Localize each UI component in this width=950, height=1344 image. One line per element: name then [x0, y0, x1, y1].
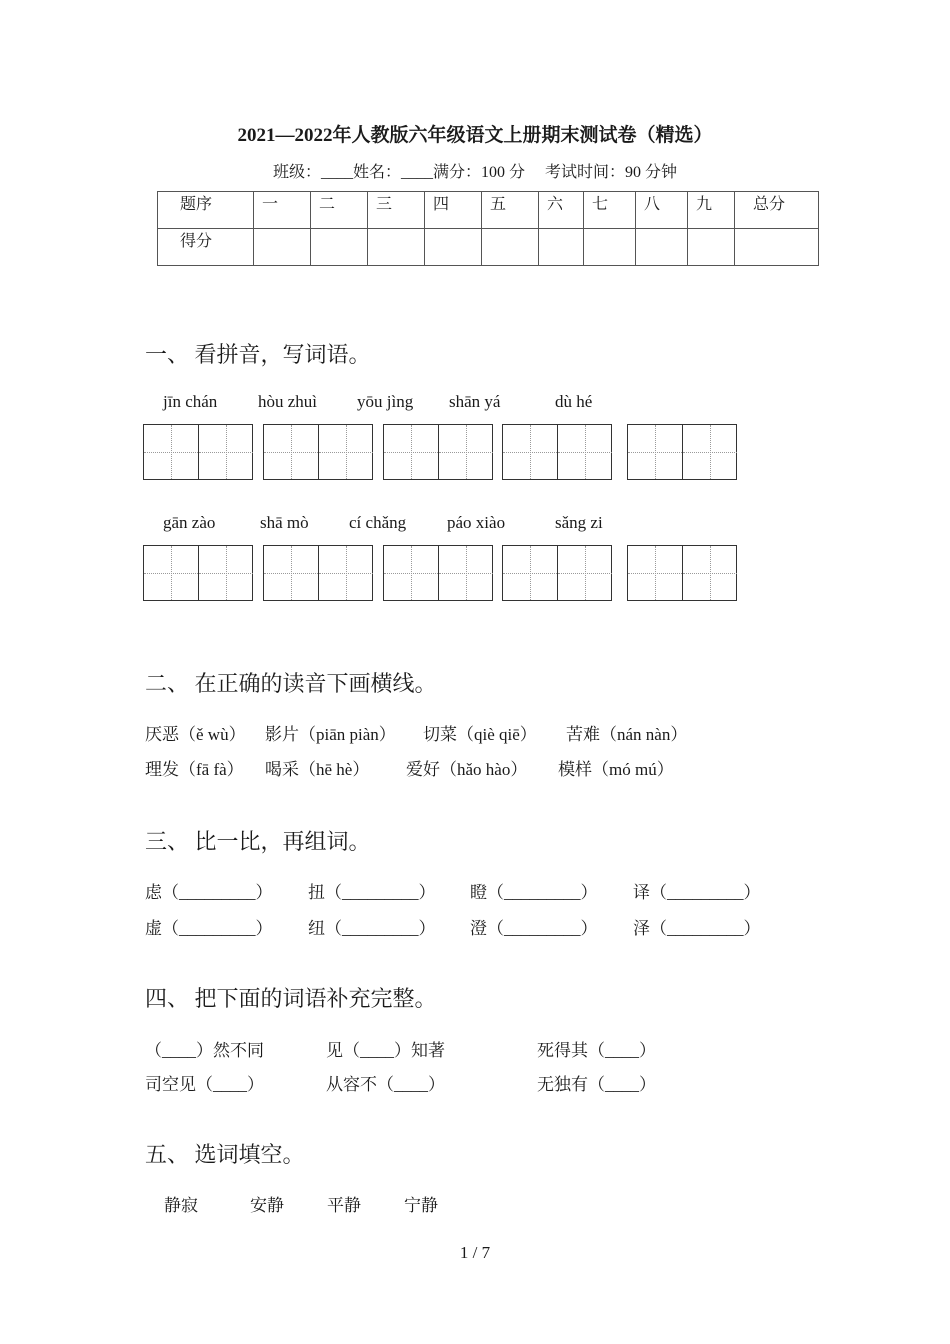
- writing-grid[interactable]: [627, 424, 737, 480]
- reading-option[interactable]: 喝采（hē hè）: [265, 760, 370, 779]
- pinyin-label: páo xiào: [447, 513, 506, 532]
- score-input-cell[interactable]: [368, 229, 425, 266]
- reading-option[interactable]: 模样（mó mú）: [558, 760, 674, 779]
- score-input-cell[interactable]: [311, 229, 368, 266]
- word-blank[interactable]: 澄（_________）: [470, 919, 598, 938]
- pinyin-label: gān zào: [163, 513, 216, 532]
- score-table-header-row: [158, 192, 819, 229]
- section2-title: 二、 在正确的读音下画横线。: [145, 671, 437, 696]
- word-blank[interactable]: 虑（_________）: [145, 883, 273, 902]
- writing-grid[interactable]: [143, 424, 253, 480]
- writing-grid[interactable]: [383, 424, 493, 480]
- pinyin-label: dù hé: [555, 392, 593, 411]
- score-input-cell[interactable]: [636, 229, 688, 266]
- pinyin-label: sǎng zi: [555, 513, 603, 532]
- reading-option[interactable]: 理发（fā fà）: [145, 760, 244, 779]
- writing-grid[interactable]: [143, 545, 253, 601]
- score-cell: 得分: [158, 229, 254, 266]
- idiom-blank[interactable]: 见（____）知著: [326, 1041, 445, 1060]
- word-blank[interactable]: 瞪（_________）: [470, 883, 598, 902]
- idiom-blank[interactable]: 司空见（____）: [145, 1075, 264, 1094]
- score-input-cell[interactable]: [482, 229, 539, 266]
- score-input-cell[interactable]: [254, 229, 311, 266]
- reading-option[interactable]: 爱好（hǎo hào）: [406, 760, 528, 779]
- reading-option[interactable]: 厌恶（ě wù）: [145, 725, 246, 744]
- score-cell: 六: [539, 192, 584, 229]
- idiom-blank[interactable]: 从容不（____）: [326, 1075, 445, 1094]
- idiom-blank[interactable]: 死得其（____）: [537, 1041, 656, 1060]
- score-cell: 二: [311, 192, 368, 229]
- writing-grid[interactable]: [383, 545, 493, 601]
- reading-option[interactable]: 影片（piān piàn）: [265, 725, 396, 744]
- reading-option[interactable]: 苦难（nán nàn）: [566, 725, 688, 744]
- reading-option[interactable]: 切菜（qiè qiē）: [423, 725, 537, 744]
- section4-title: 四、 把下面的词语补充完整。: [145, 986, 437, 1011]
- score-input-cell[interactable]: [539, 229, 584, 266]
- page-title: 2021—2022年人教版六年级语文上册期末测试卷（精选）: [237, 125, 713, 146]
- student-info-line: 班级：____姓名：____满分：100 分 考试时间：90 分钟: [272, 164, 677, 181]
- score-table-score-row: [158, 229, 819, 266]
- pinyin-label: yōu jìng: [357, 392, 414, 411]
- writing-grid[interactable]: [263, 424, 373, 480]
- score-input-cell[interactable]: [425, 229, 482, 266]
- word-choice: 平静: [327, 1196, 361, 1215]
- score-cell: 五: [482, 192, 539, 229]
- pinyin-label: cí chǎng: [349, 513, 407, 532]
- score-cell: 九: [688, 192, 735, 229]
- score-input-cell[interactable]: [735, 229, 819, 266]
- word-blank[interactable]: 泽（_________）: [633, 919, 761, 938]
- idiom-blank[interactable]: （____）然不同: [145, 1041, 264, 1060]
- word-choice: 宁静: [404, 1196, 438, 1215]
- word-blank[interactable]: 扭（_________）: [308, 883, 436, 902]
- section3-title: 三、 比一比，再组词。: [145, 829, 371, 854]
- idiom-blank[interactable]: 无独有（____）: [537, 1075, 656, 1094]
- word-blank[interactable]: 纽（_________）: [308, 919, 436, 938]
- page-number: 1 / 7: [459, 1243, 491, 1262]
- writing-grid[interactable]: [502, 545, 612, 601]
- score-input-cell[interactable]: [584, 229, 636, 266]
- score-cell: 七: [584, 192, 636, 229]
- section5-title: 五、 选词填空。: [145, 1142, 305, 1167]
- writing-grid[interactable]: [263, 545, 373, 601]
- pinyin-label: shā mò: [260, 513, 309, 532]
- word-choice: 安静: [250, 1196, 284, 1215]
- score-cell: 八: [636, 192, 688, 229]
- pinyin-label: hòu zhuì: [258, 392, 318, 411]
- score-table: [157, 191, 819, 266]
- score-cell: 四: [425, 192, 482, 229]
- score-cell: 题序: [158, 192, 254, 229]
- writing-grid[interactable]: [627, 545, 737, 601]
- word-blank[interactable]: 虚（_________）: [145, 919, 273, 938]
- score-cell: 总分: [735, 192, 819, 229]
- word-blank[interactable]: 译（_________）: [633, 883, 761, 902]
- pinyin-label: jīn chán: [163, 392, 218, 411]
- score-cell: 一: [254, 192, 311, 229]
- word-choice: 静寂: [164, 1196, 198, 1215]
- section1-title: 一、 看拼音，写词语。: [145, 342, 371, 367]
- score-input-cell[interactable]: [688, 229, 735, 266]
- score-cell: 三: [368, 192, 425, 229]
- pinyin-label: shān yá: [449, 392, 501, 411]
- writing-grid[interactable]: [502, 424, 612, 480]
